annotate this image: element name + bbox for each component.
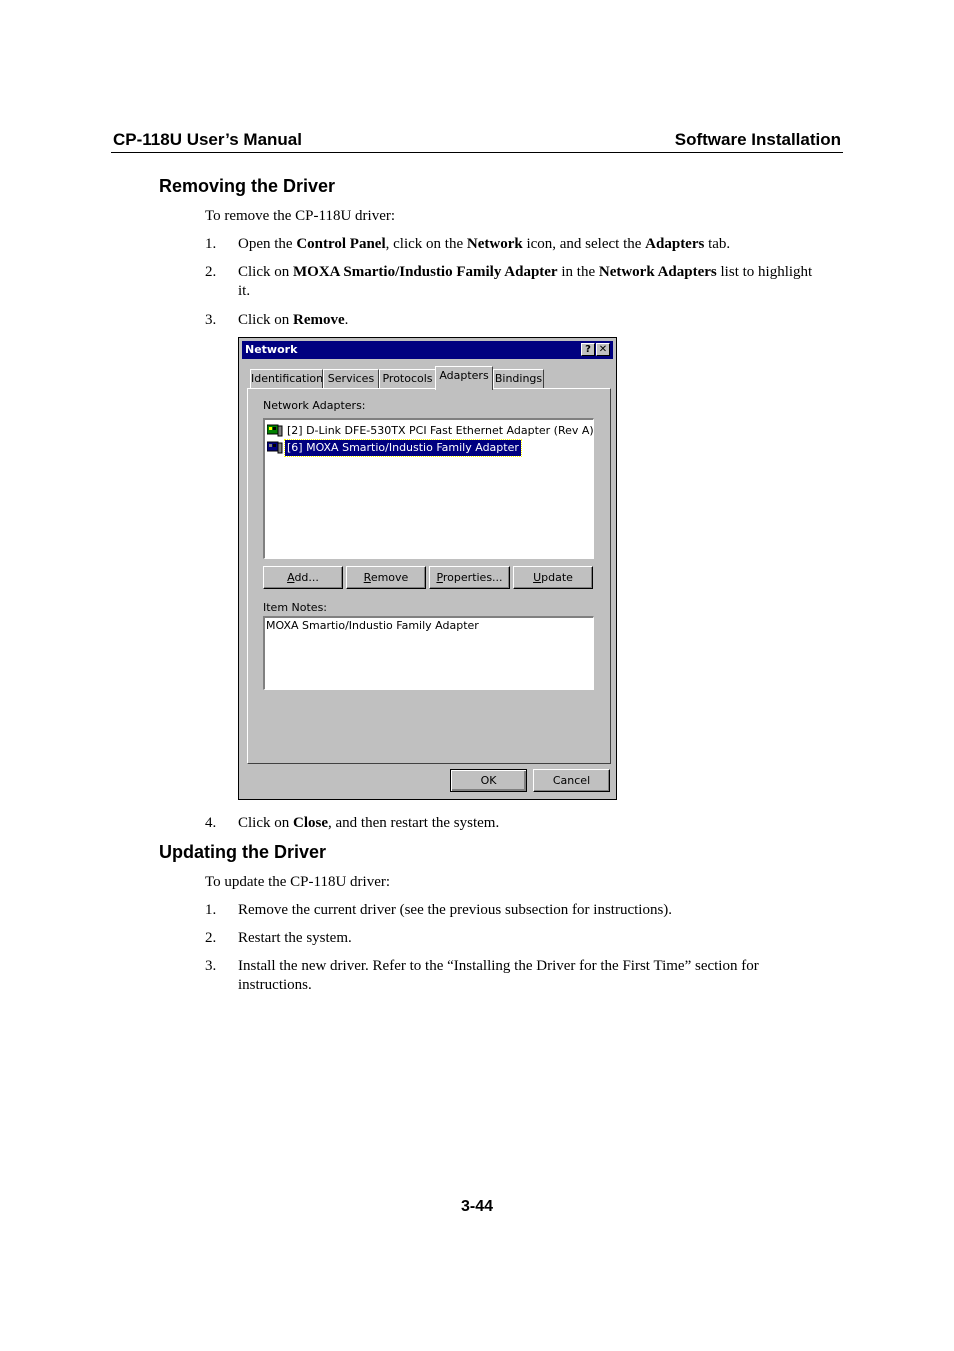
step-text: Restart the system. [238,930,352,946]
tab-identification[interactable]: Identification [250,369,323,388]
step-text: Click on Remove. [238,312,349,328]
section-heading-removing: Removing the Driver [159,176,336,196]
question-mark-icon: ? [585,344,591,355]
step-text: Remove the current driver (see the previous subsection for instructions). [238,902,673,918]
adapter-name: [6] MOXA Smartio/Industio Family Adapter [287,441,519,454]
close-button[interactable] [596,343,610,356]
step-number: 2. [205,930,217,946]
updating-intro: To update the CP-118U driver: [205,874,391,890]
tab-adapters[interactable]: Adapters [435,366,493,390]
step-text: Click on Close, and then restart the system. [238,815,500,831]
tab-bindings[interactable]: Bindings [493,369,544,388]
adapter-name: [2] D-Link DFE-530TX PCI Fast Ethernet Adapter (Rev A) [287,424,594,437]
network-adapters-list[interactable] [263,418,594,559]
step-number: 3. [205,958,217,974]
item-notes-box [263,616,594,690]
cancel-button[interactable]: Cancel [533,769,610,792]
chapter-title: Software Installation [674,130,841,149]
add-button[interactable]: Add... [263,566,343,589]
removing-intro: To remove the CP-118U driver: [205,208,396,224]
page-number: 3-44 [460,1198,494,1215]
step-number: 1. [205,902,217,918]
help-button[interactable] [581,343,595,356]
step-text: Install the new driver. Refer to the “Installing the Driver for the First Time” section for instructions. [238,958,759,993]
manual-title: CP-118U User’s Manual [113,130,302,149]
network-dialog [240,339,615,798]
section-heading-updating: Updating the Driver [159,842,327,862]
step-number: 3. [205,312,217,328]
step-number: 4. [205,815,217,831]
properties-button[interactable]: Properties... [429,566,510,589]
step-text: Open the Control Panel, click on the Network icon, and select the Adapters tab. [238,236,731,252]
step-number: 2. [205,264,217,280]
header-rule [111,152,843,153]
network-dialog-screenshot [238,337,617,800]
ok-button[interactable]: OK [450,769,527,792]
tab-protocols[interactable]: Protocols [379,369,436,388]
update-button[interactable]: Update [513,566,593,589]
dialog-titlebar[interactable] [242,341,613,359]
close-icon: ✕ [598,344,608,355]
remove-button[interactable]: Remove [346,566,426,589]
step-number: 1. [205,236,217,252]
dialog-title: Network [245,343,298,356]
network-card-icon [267,441,283,454]
network-adapters-label: Network Adapters: [263,399,366,412]
network-card-icon [267,424,283,437]
tab-services[interactable]: Services [323,369,379,388]
item-notes-text: MOXA Smartio/Industio Family Adapter [266,619,479,632]
step-text: Click on MOXA Smartio/Industio Family Adapter in the Network Adapters list to highlight it. [238,264,813,299]
item-notes-label: Item Notes: [263,601,328,614]
